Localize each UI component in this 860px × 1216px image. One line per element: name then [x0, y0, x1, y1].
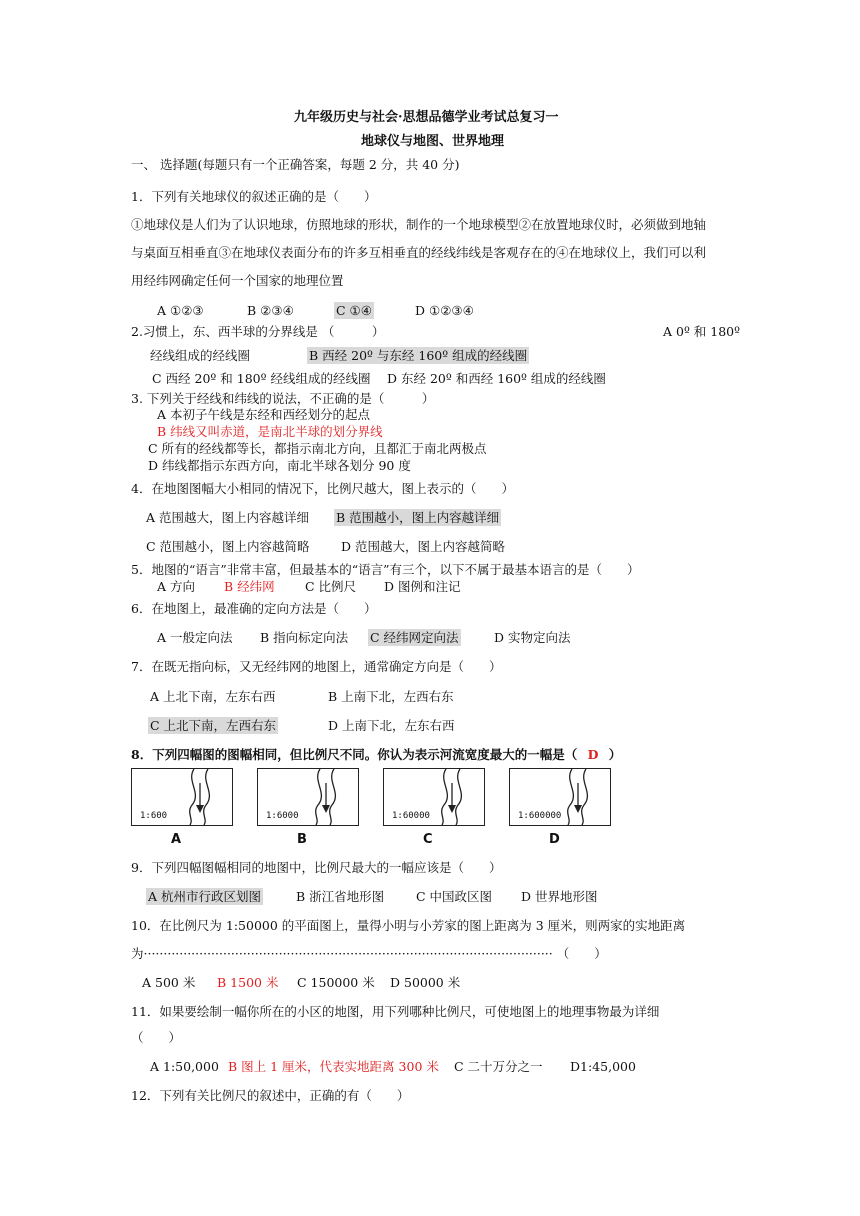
- q4-option-b: B 范围越小，图上内容越详细: [336, 510, 500, 525]
- map-figure-label: A: [171, 832, 182, 847]
- q9-option-d: D 世界地形图: [521, 889, 598, 904]
- q4-option-d: D 范围越大，图上内容越简略: [341, 539, 505, 554]
- q11-option-c: C 二十万分之一: [454, 1059, 543, 1074]
- map-figure-d: [509, 768, 611, 826]
- q10-option-a: A 500 米: [142, 975, 196, 990]
- q7-option-d: D 上南下北，左东右西: [328, 718, 455, 733]
- map-figure-label: D: [549, 832, 560, 847]
- q10-line1: 10．在比例尺为 1:50000 的平面图上，量得小明与小芳家的图上距离为 3 厘米，则两家的实地距离: [131, 918, 686, 933]
- q11-option-d: D1:45,000: [570, 1059, 636, 1074]
- q7-option-c: C 上北下南，左西右东: [150, 718, 277, 733]
- q11-line1: 11．如果要绘制一幅你所在的小区的地图，用下列哪种比例尺，可使地图上的地理事物最为详细: [131, 1004, 660, 1019]
- q11-option-b: B 图上 1 厘米，代表实地距离 300 米: [228, 1059, 439, 1074]
- section-heading: 一、 选择题(每题只有一个正确答案，每题 2 分，共 40 分): [131, 157, 460, 172]
- q7-option-a: A 上北下南，左东右西: [150, 689, 276, 704]
- q11-option-a: A 1:50,000: [150, 1059, 219, 1074]
- q4-option-a: A 范围越大，图上内容越详细: [146, 510, 310, 525]
- q9-option-c: C 中国政区图: [416, 889, 493, 904]
- q5-option-b: B 经纬网: [224, 579, 275, 594]
- q12-stem: 12．下列有关比例尺的叙述中，正确的有（ ）: [131, 1088, 410, 1103]
- map-scale-label: 1:600000: [518, 811, 562, 821]
- map-scale-label: 1:6000: [266, 811, 299, 821]
- q1-line1: ①地球仪是人们为了认识地球，仿照地球的形状，制作的一个地球模型②在放置地球仪时，必须做到地轴: [131, 217, 707, 232]
- q9-option-a: A 杭州市行政区划图: [148, 889, 262, 904]
- q10-line2: 为······································································································· （ ）: [131, 946, 607, 961]
- q4-option-c: C 范围越小，图上内容越简略: [146, 539, 310, 554]
- q11-line2: （ ）: [131, 1030, 182, 1045]
- q7-option-b: B 上南下北，左西右东: [328, 689, 454, 704]
- q4-stem: 4．在地图图幅大小相同的情况下，比例尺越大，图上表示的（ ）: [131, 481, 514, 496]
- q2-option-d: D 东经 20º 和西经 160º 组成的经线圈: [387, 371, 606, 386]
- q10-option-b: B 1500 米: [217, 975, 279, 990]
- q2-option-b: B 西经 20º 与东经 160º 组成的经线圈: [309, 348, 528, 363]
- map-figure-c: [383, 768, 485, 826]
- map-figure-b: [257, 768, 359, 826]
- q3-option-b: B 纬线又叫赤道，是南北半球的划分界线: [157, 424, 383, 439]
- q8-answer: D: [587, 747, 599, 762]
- q1-option-d: D ①②③④: [415, 303, 474, 318]
- q2-option-a: A 0º 和 180º: [663, 324, 741, 339]
- q1-option-b: B ②③④: [247, 303, 294, 318]
- q5-stem: 5．地图的“语言”非常丰富，但最基本的“语言”有三个，以下不属于最基本语言的是（ ）: [131, 562, 640, 577]
- q6-option-d: D 实物定向法: [494, 630, 571, 645]
- q2-option-a-cont: 经线组成的经线圈: [150, 348, 251, 363]
- q1-stem: 1．下列有关地球仪的叙述正确的是（ ）: [131, 189, 377, 204]
- q1-line2: 与桌面互相垂直③在地球仪表面分布的许多互相垂直的经线纬线是客观存在的④在地球仪上，我们可以利: [131, 245, 707, 260]
- q3-option-d: D 纬线都指示东西方向，南北半球各划分 90 度: [148, 458, 411, 473]
- q3-option-a: A 本初子午线是东经和西经划分的起点: [157, 407, 371, 422]
- map-figure-a: [131, 768, 233, 826]
- q9-option-b: B 浙江省地形图: [296, 889, 385, 904]
- q6-option-b: B 指向标定向法: [260, 630, 349, 645]
- q6-option-c: C 经纬网定向法: [370, 630, 459, 645]
- q8-stem: 8．下列四幅图的图幅相同，但比例尺不同。你认为表示河流宽度最大的一幅是（: [131, 747, 578, 762]
- q7-stem: 7．在既无指向标，又无经纬网的地图上，通常确定方向是（ ）: [131, 659, 502, 674]
- map-figure-label: B: [297, 832, 307, 847]
- map-figure-label: C: [423, 832, 433, 847]
- q3-stem: 3. 下列关于经线和纬线的说法，不正确的是（ ）: [131, 391, 435, 406]
- q1-option-c: C ①④: [336, 303, 372, 318]
- doc-subtitle: 地球仪与地图、世界地理: [361, 134, 505, 149]
- q8-close: ）: [608, 747, 622, 762]
- q1-option-a: A ①②③: [157, 303, 204, 318]
- q2-stem: 2.习惯上，东、西半球的分界线是 （ ）: [131, 324, 385, 339]
- q9-stem: 9．下列四幅图幅相同的地图中，比例尺最大的一幅应该是（ ）: [131, 860, 502, 875]
- q5-option-d: D 图例和注记: [384, 579, 461, 594]
- q3-option-c: C 所有的经线都等长，都指示南北方向，且都汇于南北两极点: [148, 441, 487, 456]
- q10-option-d: D 50000 米: [390, 975, 461, 990]
- q5-option-a: A 方向: [157, 579, 196, 594]
- map-scale-label: 1:600: [140, 811, 168, 821]
- map-scale-label: 1:60000: [392, 811, 430, 821]
- q10-option-c: C 150000 米: [297, 975, 375, 990]
- q2-option-c: C 西经 20º 和 180º 经线组成的经线圈: [152, 371, 371, 386]
- q6-stem: 6．在地图上，最准确的定向方法是（ ）: [131, 601, 377, 616]
- q5-option-c: C 比例尺: [305, 579, 357, 594]
- q1-line3: 用经纬网确定任何一个国家的地理位置: [131, 273, 344, 288]
- doc-title: 九年级历史与社会·思想品德学业考试总复习一: [294, 110, 559, 125]
- q6-option-a: A 一般定向法: [157, 630, 233, 645]
